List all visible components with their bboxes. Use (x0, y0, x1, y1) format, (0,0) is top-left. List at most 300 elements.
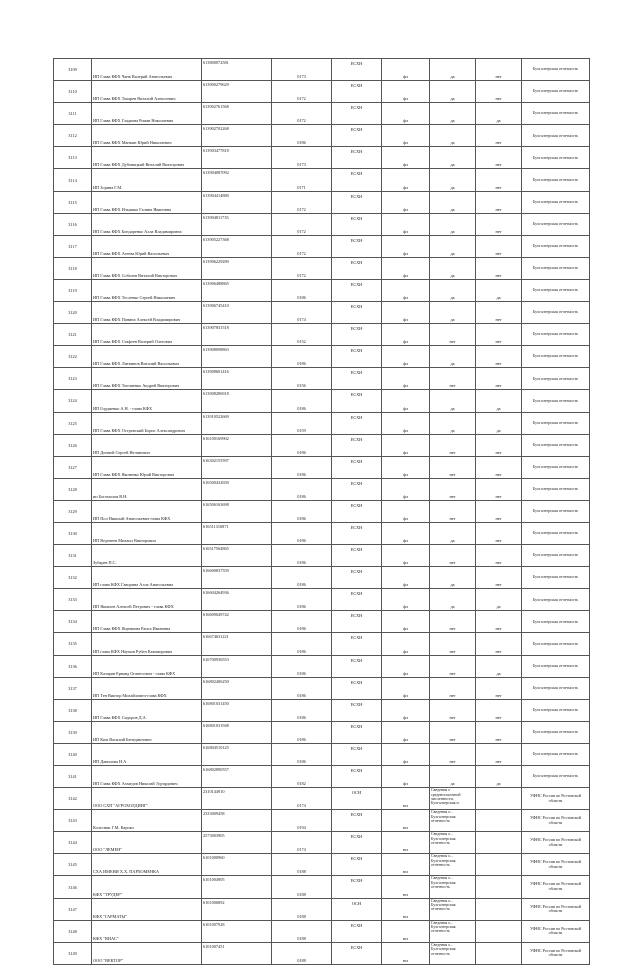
row-flag-2: да (476, 412, 522, 434)
row-number: 3146 (54, 876, 92, 898)
row-report-type: УФНС России по Ростовской области (522, 854, 590, 876)
row-flag-2: да (476, 103, 522, 125)
row-number: 3136 (54, 655, 92, 677)
row-tax-regime: ЕСХН (332, 125, 382, 147)
row-flag-2: нет (476, 522, 522, 544)
row-flag-2: нет (476, 500, 522, 522)
row-name: ИП Глава КФХ Топчиенко Андрей Викторович (92, 368, 202, 390)
row-tax-regime: ЕСХН (332, 169, 382, 191)
table-row (54, 788, 590, 810)
row-flag-1: да (430, 59, 476, 81)
row-person-type: фл (382, 191, 430, 213)
row-number: 3118 (54, 257, 92, 279)
table-row (54, 611, 590, 633)
row-flag-1: Сведения о... Бухгалтерская отчетность (430, 854, 476, 876)
row-inn: 613904087092 (202, 169, 272, 191)
row-name: ИП Данилова Н.А (92, 743, 202, 765)
row-flag-1: Сведения о... Бухгалтерская отчетность (430, 832, 476, 854)
row-tax-regime: ЕСХН (332, 854, 382, 876)
row-flag-1: да (430, 169, 476, 191)
row-report-type: Бухгалтерская отчетность (522, 191, 590, 213)
row-tax-regime: ЕСХН (332, 434, 382, 456)
row-flag-2: нет (476, 59, 522, 81)
row-report-type: Бухгалтерская отчетность (522, 611, 590, 633)
row-inn: 2333009458 (202, 810, 272, 832)
row-flag-2: нет (476, 611, 522, 633)
row-flag-2 (476, 876, 522, 898)
row-inn: 616500432650 (202, 478, 272, 500)
row-number: 3130 (54, 522, 92, 544)
row-report-type: Бухгалтерская отчетность (522, 324, 590, 346)
row-okved: 0186 (272, 589, 332, 611)
row-okved: 0186 (272, 633, 332, 655)
row-flag-2: нет (476, 324, 522, 346)
row-report-type: Бухгалтерская отчетность (522, 699, 590, 721)
row-inn: 613906488865 (202, 279, 272, 301)
table-row (54, 876, 590, 898)
row-tax-regime: ЕСХН (332, 589, 382, 611)
row-tax-regime: ЕСХН (332, 766, 382, 788)
row-flag-2: нет (476, 169, 522, 191)
row-flag-2: нет (476, 567, 522, 589)
row-tax-regime: ЕСХН (332, 522, 382, 544)
row-okved: 0172 (272, 257, 332, 279)
row-okved: 0186 (272, 743, 332, 765)
table-row (54, 279, 590, 301)
row-person-type: фл (382, 743, 430, 765)
row-flag-1: нет (430, 677, 476, 699)
table-row (54, 478, 590, 500)
row-inn: 616802406250 (202, 677, 272, 699)
row-person-type: фл (382, 103, 430, 125)
row-tax-regime: ЕСХН (332, 324, 382, 346)
row-number: 3122 (54, 346, 92, 368)
row-report-type: Бухгалтерская отчетность (522, 169, 590, 191)
row-person-type: фл (382, 611, 430, 633)
row-number: 3123 (54, 368, 92, 390)
row-name: ИП Казарян Ерванд Оганесович - глава КФХ (92, 655, 202, 677)
row-flag-1: Сведения о... Бухгалтерская отчетность (430, 876, 476, 898)
table-row (54, 125, 590, 147)
row-person-type: фл (382, 478, 430, 500)
row-tax-regime: ЕСХН (332, 876, 382, 898)
row-flag-1: нет (430, 478, 476, 500)
row-inn: 616600837559 (202, 567, 272, 589)
row-tax-regime: ЕСХН (332, 478, 382, 500)
row-flag-1: да (430, 81, 476, 103)
row-inn: 613910522669 (202, 412, 272, 434)
row-tax-regime: ЕСХН (332, 368, 382, 390)
row-flag-1: Сведения о... Бухгалтерская отчетность (430, 920, 476, 942)
row-okved: 0186 (272, 655, 332, 677)
row-name: ИП Веденеев Михаил Викторович (92, 522, 202, 544)
row-person-type: фл (382, 213, 430, 235)
registry-rows (54, 59, 590, 965)
row-report-type: Бухгалтерская отчетность (522, 125, 590, 147)
row-number: 3149 (54, 942, 92, 964)
row-person-type: фл (382, 545, 430, 567)
row-flag-1: нет (430, 633, 476, 655)
row-report-type: Бухгалтерская отчетность (522, 677, 590, 699)
row-flag-1: Сведения о... Бухгалтерская отчетность (430, 898, 476, 920)
row-number: 3120 (54, 302, 92, 324)
table-row (54, 81, 590, 103)
row-flag-2: нет (476, 213, 522, 235)
row-person-type: фл (382, 235, 430, 257)
row-inn: 6101007928 (202, 920, 272, 942)
row-person-type: фл (382, 125, 430, 147)
table-row (54, 832, 590, 854)
row-number: 3135 (54, 633, 92, 655)
row-number: 3131 (54, 545, 92, 567)
row-flag-2: нет (476, 257, 522, 279)
row-person-type: фл (382, 589, 430, 611)
row-inn: 616801031948 (202, 721, 272, 743)
row-name: ИП Глава КФХ Гладкова Роман Николаевич (92, 103, 202, 125)
row-flag-1: нет (430, 368, 476, 390)
row-inn: 616302155597 (202, 456, 272, 478)
row-number: 3110 (54, 81, 92, 103)
row-okved: 0174 (272, 302, 332, 324)
row-report-type: Бухгалтерская отчетность (522, 257, 590, 279)
row-person-type: юл (382, 788, 430, 810)
row-report-type: Бухгалтерская отчетность (522, 478, 590, 500)
row-tax-regime: ЕСХН (332, 59, 382, 81)
table-row (54, 567, 590, 589)
row-flag-2 (476, 832, 522, 854)
row-inn: 613907831518 (202, 324, 272, 346)
table-row (54, 743, 590, 765)
row-number: 3132 (54, 567, 92, 589)
row-number: 3139 (54, 721, 92, 743)
row-report-type: Бухгалтерская отчетность (522, 500, 590, 522)
table-row (54, 655, 590, 677)
row-name: КФХ "ВИАС" (92, 920, 202, 942)
row-inn: 613906745410 (202, 302, 272, 324)
row-person-type: юл (382, 810, 430, 832)
row-okved: 0188 (272, 898, 332, 920)
row-inn: 613903477818 (202, 147, 272, 169)
row-inn: 613904414880 (202, 191, 272, 213)
row-name: ООО "ЛЕМЕН" (92, 832, 202, 854)
table-row (54, 500, 590, 522)
row-tax-regime: ЕСХН (332, 412, 382, 434)
table-row (54, 390, 590, 412)
row-inn: 6101000960 (202, 854, 272, 876)
row-name: ИП Глава КФХ Литвинов Виталий Васильевич (92, 346, 202, 368)
table-row (54, 589, 590, 611)
registry-sheet (53, 58, 589, 965)
row-tax-regime: ЕСХН (332, 545, 382, 567)
row-tax-regime: ЕСХН (332, 279, 382, 301)
row-number: 3138 (54, 699, 92, 721)
row-flag-1: да (430, 235, 476, 257)
row-person-type: фл (382, 279, 430, 301)
row-flag-1: нет (430, 500, 476, 522)
row-person-type: фл (382, 699, 430, 721)
row-okved: 0172 (272, 235, 332, 257)
row-inn: 616801031450 (202, 699, 272, 721)
table-row (54, 920, 590, 942)
row-name: ИП Глава КФХ Яковенко Юрий Викторович (92, 456, 202, 478)
row-person-type: фл (382, 257, 430, 279)
row-inn: 6101006892 (202, 898, 272, 920)
row-flag-2: нет (476, 346, 522, 368)
row-inn: 616506163698 (202, 500, 272, 522)
row-name: ИП Глава КФХ Стафеев Валерий Олегович (92, 324, 202, 346)
row-flag-1: да (430, 766, 476, 788)
row-flag-2 (476, 942, 522, 964)
row-inn: 613902761568 (202, 103, 272, 125)
row-name: СХА ИМЕНИ Х.Х. ПАРХОМЕНКА (92, 854, 202, 876)
table-row (54, 810, 590, 832)
row-number: 3112 (54, 125, 92, 147)
row-tax-regime: ЕСХН (332, 213, 382, 235)
row-name: ИП глава КФХ Гаворина Алла Анатольевна (92, 567, 202, 589)
row-inn: 613908601416 (202, 368, 272, 390)
row-name: ИП Глава КФХ Сидоров Д.А. (92, 699, 202, 721)
row-flag-2: да (476, 766, 522, 788)
row-number: 3142 (54, 788, 92, 810)
row-number: 3148 (54, 920, 92, 942)
row-tax-regime: ЕСХН (332, 611, 382, 633)
row-tax-regime: ЕСХН (332, 257, 382, 279)
row-report-type: Бухгалтерская отчетность (522, 456, 590, 478)
row-number: 3141 (54, 766, 92, 788)
row-number: 3125 (54, 412, 92, 434)
row-person-type: фл (382, 434, 430, 456)
row-name: ИП Зорина Г.М. (92, 169, 202, 191)
row-report-type: Бухгалтерская отчетность (522, 368, 590, 390)
row-name: ИП Глава КФХ Ященкова Раиса Ивановна (92, 611, 202, 633)
row-okved: 0182 (272, 766, 332, 788)
row-person-type: юл (382, 876, 430, 898)
row-okved: 0173 (272, 147, 332, 169)
table-row (54, 898, 590, 920)
row-name: КФХ "ТРУДЕР" (92, 876, 202, 898)
row-okved: 0186 (272, 699, 332, 721)
table-row (54, 191, 590, 213)
row-inn: 613908286918 (202, 390, 272, 412)
row-name: ИП Глава КФХ Панина Алексей Владимирович (92, 302, 202, 324)
row-flag-2 (476, 854, 522, 876)
row-flag-2: да (476, 655, 522, 677)
row-number: 3121 (54, 324, 92, 346)
row-name: ИП Глава КФХ Токарев Виталий Алексеевич (92, 81, 202, 103)
row-flag-2: нет (476, 699, 522, 721)
row-number: 3109 (54, 59, 92, 81)
row-flag-1: нет (430, 721, 476, 743)
row-name: ИП Глава КФХ Манкин Юрий Николаевич (92, 125, 202, 147)
row-person-type: фл (382, 633, 430, 655)
row-okved: 0188 (272, 942, 332, 964)
row-flag-1: да (430, 257, 476, 279)
row-tax-regime: ЕСХН (332, 721, 382, 743)
row-flag-1: да (430, 567, 476, 589)
row-number: 3117 (54, 235, 92, 257)
row-tax-regime: ЕСХН (332, 456, 382, 478)
row-report-type: Бухгалтерская отчетность (522, 103, 590, 125)
row-report-type: Бухгалтерская отчетность (522, 390, 590, 412)
row-okved: 0186 (272, 500, 332, 522)
row-report-type: УФНС России по Ростовской области (522, 920, 590, 942)
row-tax-regime: ЕСХН (332, 191, 382, 213)
row-inn: 613902702268 (202, 125, 272, 147)
row-okved: 0174 (272, 788, 332, 810)
row-name: ООО СХП "АГРОХОЛДИНГ" (92, 788, 202, 810)
row-okved: 0188 (272, 854, 332, 876)
table-row (54, 324, 590, 346)
row-report-type: Бухгалтерская отчетность (522, 655, 590, 677)
row-inn: 6101007451 (202, 942, 272, 964)
row-inn: 613800072581 (202, 59, 272, 81)
row-person-type: фл (382, 81, 430, 103)
row-report-type: Бухгалтерская отчетность (522, 279, 590, 301)
table-row (54, 412, 590, 434)
row-name: ИП глава КФХ Наумов Рубен Казимирович (92, 633, 202, 655)
row-tax-regime: ЕСХН (332, 655, 382, 677)
row-number: 3113 (54, 147, 92, 169)
row-report-type: Бухгалтерская отчетность (522, 522, 590, 544)
row-flag-2: нет (476, 302, 522, 324)
row-okved: 0186 (272, 434, 332, 456)
row-inn: 616511316871 (202, 522, 272, 544)
row-report-type: УФНС России по Ростовской области (522, 876, 590, 898)
row-inn: 2310144910 (202, 788, 272, 810)
table-row (54, 213, 590, 235)
row-flag-1: да (430, 589, 476, 611)
row-tax-regime: ОСН (332, 788, 382, 810)
row-name: Колесник Г.М. Карсян (92, 810, 202, 832)
row-name: ИП Донной Сергей Нелинович (92, 434, 202, 456)
row-okved: 0188 (272, 920, 332, 942)
row-flag-2 (476, 788, 522, 810)
row-person-type: юл (382, 920, 430, 942)
row-name: ИП Яковлев Алексей Петрович - глава КФХ (92, 589, 202, 611)
row-person-type: фл (382, 368, 430, 390)
row-report-type: Бухгалтерская отчетность (522, 743, 590, 765)
row-flag-2: нет (476, 633, 522, 655)
row-flag-2: нет (476, 191, 522, 213)
table-row (54, 699, 590, 721)
row-flag-2: нет (476, 456, 522, 478)
row-flag-2: нет (476, 743, 522, 765)
row-flag-2: нет (476, 81, 522, 103)
row-flag-2: да (476, 589, 522, 611)
row-person-type: фл (382, 456, 430, 478)
row-inn: 613906229289 (202, 257, 272, 279)
row-report-type: Бухгалтерская отчетность (522, 412, 590, 434)
row-person-type: фл (382, 522, 430, 544)
row-report-type: УФНС России по Ростовской области (522, 832, 590, 854)
row-report-type: УФНС России по Ростовской области (522, 788, 590, 810)
row-person-type: юл (382, 832, 430, 854)
table-row (54, 545, 590, 567)
row-flag-1: да (430, 279, 476, 301)
table-row (54, 456, 590, 478)
row-number: 3119 (54, 279, 92, 301)
row-okved: 0159 (272, 412, 332, 434)
row-okved: 0174 (272, 832, 332, 854)
row-tax-regime: ЕСХН (332, 699, 382, 721)
row-report-type: Бухгалтерская отчетность (522, 81, 590, 103)
row-name: ИП Пол Николай Анатольевич-глава КФХ (92, 500, 202, 522)
row-inn: 616604264936 (202, 589, 272, 611)
row-inn: 613900279629 (202, 81, 272, 103)
row-flag-2: нет (476, 434, 522, 456)
row-flag-2: нет (476, 147, 522, 169)
row-okved: 0172 (272, 213, 332, 235)
row-okved: 0186 (272, 721, 332, 743)
registry-table (53, 58, 590, 965)
table-row (54, 235, 590, 257)
row-person-type: юл (382, 854, 430, 876)
row-person-type: фл (382, 567, 430, 589)
row-inn: 613908098863 (202, 346, 272, 368)
row-okved: 0186 (272, 567, 332, 589)
row-flag-1: нет (430, 545, 476, 567)
row-flag-1: да (430, 147, 476, 169)
row-name: ИП Глава КФХ Тесленко Сергей Николаевич (92, 279, 202, 301)
table-row (54, 147, 590, 169)
row-number: 3115 (54, 191, 92, 213)
row-name: ИП Гордиенко А.Н. - глава КФХ (92, 390, 202, 412)
row-name: ИП Глава КФХ Дубовицкий Виталий Викторович (92, 147, 202, 169)
row-name: ООО "ВЕКТОР" (92, 942, 202, 964)
table-row (54, 346, 590, 368)
row-person-type: фл (382, 324, 430, 346)
row-flag-1: да (430, 191, 476, 213)
row-flag-2 (476, 810, 522, 832)
row-flag-1: нет (430, 324, 476, 346)
row-inn: 613904811735 (202, 213, 272, 235)
table-row (54, 103, 590, 125)
row-tax-regime: ЕСХН (332, 832, 382, 854)
row-number: 3124 (54, 390, 92, 412)
row-flag-1: Сведения о... Бухгалтерская отчетность (430, 942, 476, 964)
row-tax-regime: ЕСХН (332, 677, 382, 699)
row-okved: 0172 (272, 191, 332, 213)
row-flag-1: да (430, 412, 476, 434)
row-number: 3128 (54, 478, 92, 500)
table-row (54, 766, 590, 788)
row-tax-regime: ЕСХН (332, 810, 382, 832)
row-number: 3144 (54, 832, 92, 854)
row-name: ИП Глава КФХ Ильяшко Галина Ивановна (92, 191, 202, 213)
row-inn: 616609049742 (202, 611, 272, 633)
row-flag-1: нет (430, 611, 476, 633)
row-okved: 0152 (272, 324, 332, 346)
row-okved: 0186 (272, 478, 332, 500)
row-person-type: фл (382, 147, 430, 169)
row-number: 3126 (54, 434, 92, 456)
row-flag-1: нет (430, 456, 476, 478)
row-okved: 0186 (272, 346, 332, 368)
row-tax-regime: ЕСХН (332, 567, 382, 589)
row-flag-2: да (476, 279, 522, 301)
row-flag-2 (476, 898, 522, 920)
row-tax-regime: ЕСХН (332, 500, 382, 522)
row-okved: 0186 (272, 456, 332, 478)
row-name: ип Богомолов В.Н. (92, 478, 202, 500)
row-okved: 0173 (272, 59, 332, 81)
row-number: 3140 (54, 743, 92, 765)
row-name: ИП Тен Виктор Михайлович-глава КФХ (92, 677, 202, 699)
table-row (54, 257, 590, 279)
row-flag-2: нет (476, 721, 522, 743)
row-name: ИП Ким Василий Бенедиктович (92, 721, 202, 743)
row-inn: 616802890557 (202, 766, 272, 788)
